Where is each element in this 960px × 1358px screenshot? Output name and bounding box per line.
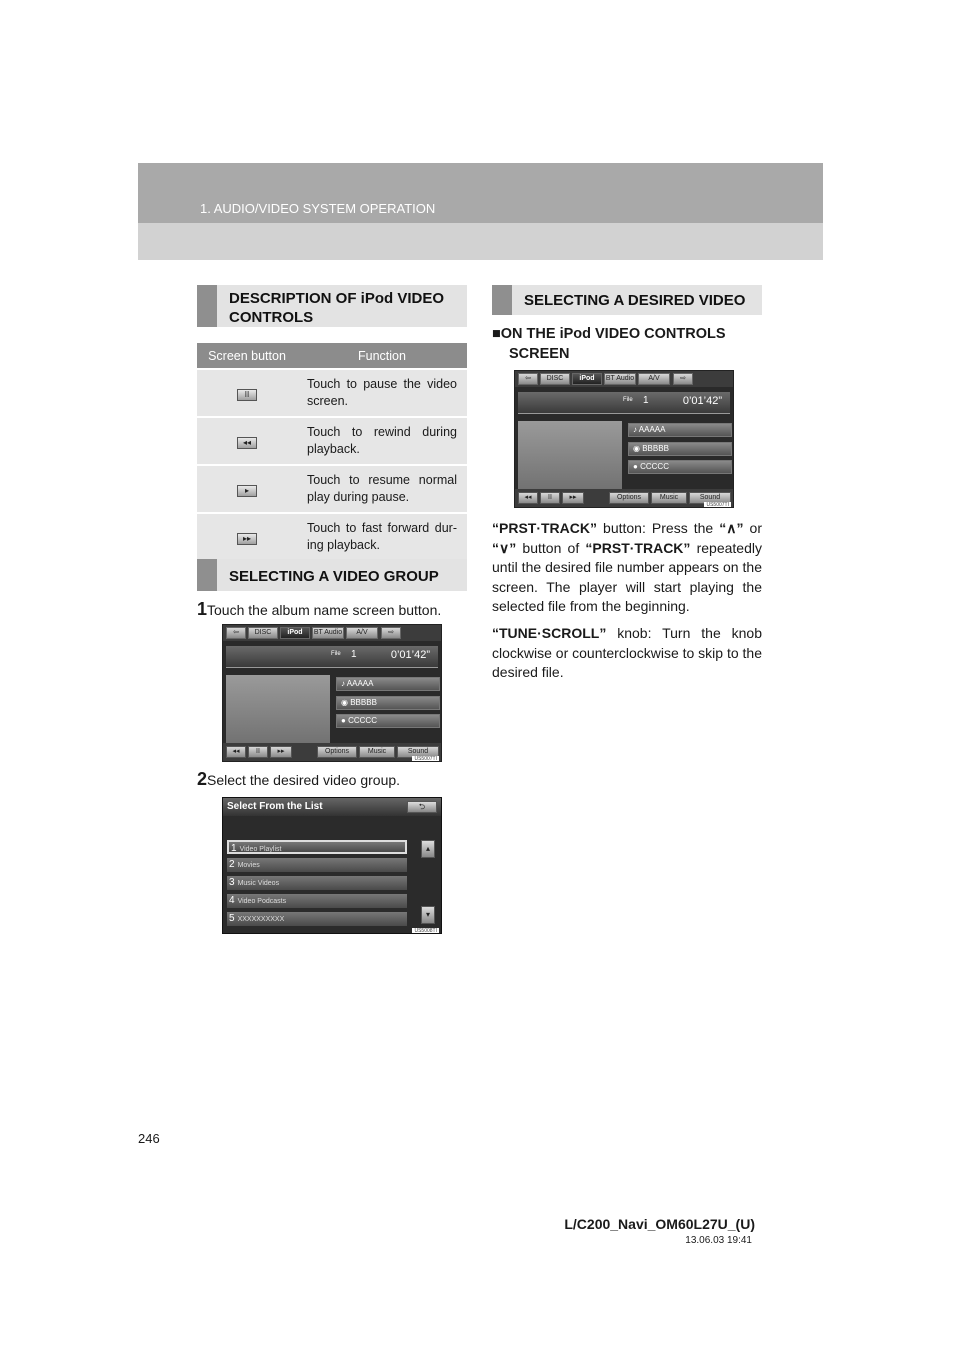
table-row bbox=[197, 465, 467, 513]
ipod-screen-right bbox=[514, 370, 734, 508]
ipod-screen-left bbox=[222, 624, 442, 762]
pause-icon: II bbox=[237, 389, 257, 401]
fast-forward-button[interactable]: ▸▸ bbox=[270, 746, 292, 758]
pause-button[interactable]: II bbox=[540, 492, 560, 504]
step-number: 1 bbox=[197, 599, 208, 619]
back-arrow-icon[interactable]: ⇦ bbox=[226, 627, 246, 639]
table-row bbox=[197, 417, 467, 465]
subheading: ■ON THE iPod VIDEO CONTROLS SCREEN bbox=[492, 326, 726, 362]
step-1 bbox=[197, 599, 441, 620]
desc-heading-line1: DESCRIPTION OF iPod VIDEO bbox=[229, 290, 445, 307]
rewind-icon: ◂◂ bbox=[237, 437, 257, 449]
album-button[interactable]: ♪ AAAAA bbox=[336, 677, 440, 691]
print-stamp: 13.06.03 19:41 bbox=[685, 1235, 752, 1246]
page-number: 246 bbox=[138, 1131, 160, 1146]
file-label: File bbox=[623, 397, 633, 403]
rewind-button[interactable]: ◂◂ bbox=[518, 492, 538, 504]
table-row bbox=[197, 513, 467, 560]
file-label: File bbox=[331, 651, 341, 657]
step-number: 2 bbox=[197, 769, 208, 789]
select-list-screen bbox=[222, 797, 442, 934]
forward-arrow-icon[interactable]: ⇨ bbox=[381, 627, 401, 639]
step-2 bbox=[197, 769, 400, 790]
figure-code: US5008TI bbox=[414, 928, 437, 934]
play-time: 0’01’42” bbox=[390, 649, 430, 661]
group-heading-text: SELECTING A VIDEO GROUP bbox=[229, 568, 439, 585]
options-button[interactable]: Options bbox=[317, 746, 357, 758]
artist-button[interactable]: ● CCCCC bbox=[628, 460, 732, 474]
disc-icon: ◉ bbox=[341, 698, 348, 707]
fast-forward-icon: ▸▸ bbox=[237, 533, 257, 545]
function-text: Touch to fast forward dur-ing playback. bbox=[297, 513, 467, 560]
list-title: Select From the List bbox=[223, 798, 441, 816]
music-note-icon: ♪ bbox=[341, 679, 345, 688]
file-line bbox=[226, 646, 438, 668]
function-text: Touch to pause the video screen. bbox=[297, 369, 467, 417]
step-text: Touch the album name screen button. bbox=[207, 602, 442, 618]
list-item[interactable]: 4 Video Podcasts bbox=[227, 894, 407, 908]
scroll-up-button[interactable]: ▴ bbox=[421, 840, 435, 858]
album-button[interactable]: ♪ AAAAA bbox=[628, 423, 732, 437]
function-text: Touch to rewind during playback. bbox=[297, 417, 467, 465]
figure-code: US5007TI bbox=[706, 502, 729, 508]
tune-scroll-paragraph: “TUNE·SCROLL” knob: Turn the knob clockwise or counterclockwise to skip to the desired file. bbox=[492, 625, 762, 680]
desired-video-heading bbox=[492, 285, 762, 315]
file-number: 1 bbox=[643, 395, 649, 406]
disc-icon: ◉ bbox=[633, 444, 640, 453]
rewind-button[interactable]: ◂◂ bbox=[226, 746, 246, 758]
music-button[interactable]: Music bbox=[651, 492, 687, 504]
disc-button[interactable]: ◉ BBBBB bbox=[628, 442, 732, 456]
section-title: 1. AUDIO/VIDEO SYSTEM OPERATION bbox=[200, 201, 436, 216]
function-text: Touch to resume normal play during pause. bbox=[297, 465, 467, 513]
desired-video-heading-text: SELECTING A DESIRED VIDEO bbox=[524, 292, 746, 309]
scroll-down-button[interactable]: ▾ bbox=[421, 906, 435, 924]
forward-arrow-icon[interactable]: ⇨ bbox=[673, 373, 693, 385]
sound-button[interactable]: Sound bbox=[689, 492, 731, 504]
person-icon: ● bbox=[633, 462, 638, 471]
pause-button[interactable]: II bbox=[248, 746, 268, 758]
tab-ipod[interactable]: iPod bbox=[280, 627, 310, 639]
disc-button[interactable]: ◉ BBBBB bbox=[336, 696, 440, 710]
return-icon[interactable]: ⮌ bbox=[407, 801, 437, 813]
heading-bar bbox=[197, 285, 217, 327]
sound-button[interactable]: Sound bbox=[397, 746, 439, 758]
tab-av[interactable]: A/V bbox=[638, 373, 670, 385]
tab-bt-audio[interactable]: BT Audio bbox=[604, 373, 636, 385]
tab-disc[interactable]: DISC bbox=[248, 627, 278, 639]
file-number: 1 bbox=[351, 649, 357, 660]
list-item[interactable]: 1 Video Playlist bbox=[227, 840, 407, 854]
table-header-row bbox=[197, 343, 467, 369]
page-header bbox=[138, 163, 823, 260]
file-line bbox=[518, 392, 730, 414]
list-item[interactable]: 5 XXXXXXXXXX bbox=[227, 912, 407, 926]
col-screen-button: Screen button bbox=[197, 343, 297, 369]
list-item[interactable]: 3 Music Videos bbox=[227, 876, 407, 890]
options-button[interactable]: Options bbox=[609, 492, 649, 504]
music-button[interactable]: Music bbox=[359, 746, 395, 758]
tab-bt-audio[interactable]: BT Audio bbox=[312, 627, 344, 639]
list-item[interactable]: 2 Movies bbox=[227, 858, 407, 872]
person-icon: ● bbox=[341, 716, 346, 725]
prst-track-paragraph: “PRST·TRACK” button: Press the “∧” or “∨” button of “PRST·TRACK” repeatedly until the desired file number appears on the screen. The player will start playing the selected file from the beginning. bbox=[492, 520, 762, 614]
tab-av[interactable]: A/V bbox=[346, 627, 378, 639]
col-function: Function bbox=[297, 343, 467, 369]
figure-code: US5007TI bbox=[414, 756, 437, 762]
table-row bbox=[197, 369, 467, 417]
play-time: 0’01’42” bbox=[682, 395, 722, 407]
desc-heading bbox=[197, 285, 467, 327]
tab-ipod[interactable]: iPod bbox=[572, 373, 602, 385]
play-icon: ▸ bbox=[237, 485, 257, 497]
controls-table bbox=[197, 343, 467, 560]
tab-disc[interactable]: DISC bbox=[540, 373, 570, 385]
group-heading bbox=[197, 559, 467, 591]
artist-button[interactable]: ● CCCCC bbox=[336, 714, 440, 728]
back-arrow-icon[interactable]: ⇦ bbox=[518, 373, 538, 385]
fast-forward-button[interactable]: ▸▸ bbox=[562, 492, 584, 504]
desc-heading-line2: CONTROLS bbox=[229, 309, 314, 326]
document-id: L/C200_Navi_OM60L27U_(U) bbox=[564, 1216, 755, 1232]
step-text: Select the desired video group. bbox=[207, 772, 401, 788]
music-note-icon: ♪ bbox=[633, 425, 637, 434]
